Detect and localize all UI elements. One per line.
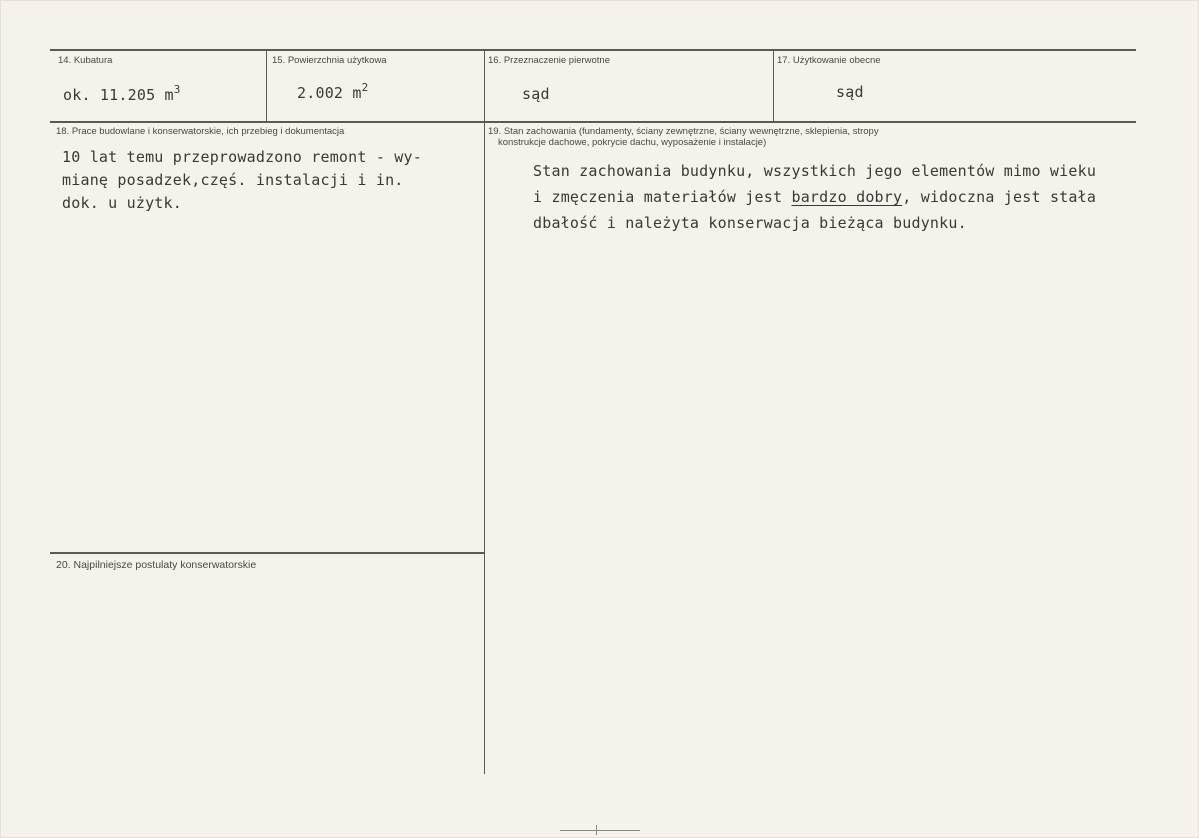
field-18-line: mianę posadzek,częś. instalacji i in. (62, 171, 404, 189)
field-14-label: 14. Kubatura (58, 55, 113, 66)
field-18-line: 10 lat temu przeprowadzono remont - wy- (62, 148, 422, 166)
field-19-line2-end: , widoczna jest stała (902, 188, 1097, 206)
divider-main (484, 49, 485, 774)
section20-top-rule (50, 552, 485, 554)
field-15-label: 15. Powierzchnia użytkowa (272, 55, 387, 66)
field-15-value (297, 81, 369, 102)
field-19-text (533, 158, 1096, 236)
field-14-value (63, 83, 181, 104)
field-16-value: sąd (522, 85, 550, 103)
field-15-value-text: 2.002 m (297, 84, 362, 102)
divider-14-15 (266, 49, 267, 122)
field-20-label: 20. Najpilniejsze postulaty konserwatorskie (56, 559, 257, 571)
field-18-line: dok. u użytk. (62, 194, 182, 212)
field-18-text (62, 146, 422, 215)
field-16-label: 16. Przeznaczenie pierwotne (488, 55, 610, 66)
field-19-line2-start: i zmęczenia materiałów jest (533, 188, 792, 206)
field-19-line: dbałość i należyta konserwacja bieżąca budynku. (533, 214, 967, 232)
bottom-edge-mark (560, 830, 640, 831)
field-15-unit-exponent: 2 (361, 81, 369, 94)
field-17-label: 17. Użytkowanie obecne (777, 55, 881, 66)
field-19-line: Stan zachowania budynku, wszystkich jego elementów mimo wieku (533, 162, 1097, 180)
field-14-unit-exponent: 3 (173, 83, 181, 96)
field-19-label: 19. Stan zachowania (fundamenty, ściany zewnętrzne, ściany wewnętrzne, sklepienia, stropy (488, 126, 879, 137)
field-19-label-continued: konstrukcje dachowe, pokrycie dachu, wyposażenie i instalacje) (498, 137, 767, 148)
field-14-value-text: ok. 11.205 m (63, 86, 174, 104)
field-19-underlined-phrase: bardzo dobry (791, 188, 903, 206)
bottom-center-tick (596, 825, 597, 835)
top-rule (50, 49, 1136, 51)
field-19-line (533, 184, 1096, 210)
divider-16-17 (773, 49, 774, 122)
field-17-value: sąd (836, 83, 864, 101)
field-18-label: 18. Prace budowlane i konserwatorskie, ich przebieg i dokumentacja (56, 126, 345, 137)
row1-bottom-rule (50, 121, 1136, 123)
